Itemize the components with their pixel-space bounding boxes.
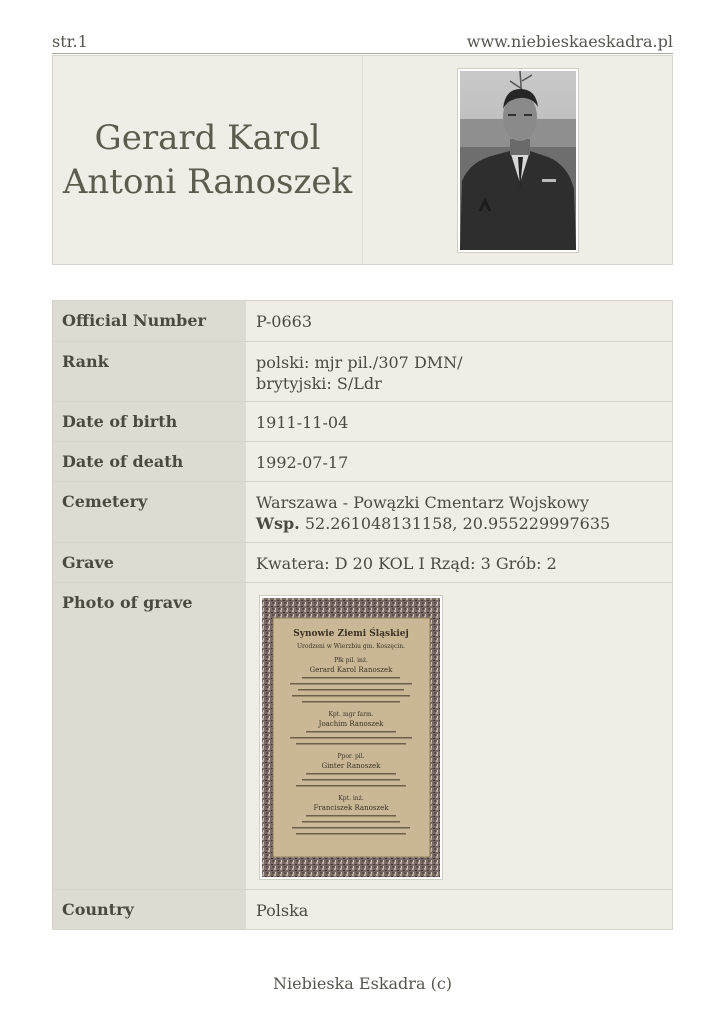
page-number: str.1 xyxy=(52,32,88,51)
official-number-value: P-0663 xyxy=(256,312,313,331)
birth-label: Date of birth xyxy=(62,412,178,431)
profile-header xyxy=(52,55,673,265)
person-name-line2: Antoni Ranoszek xyxy=(62,162,353,202)
person-name xyxy=(53,116,362,204)
plaque-rank-1: Płk pil. inż. xyxy=(334,657,368,664)
plaque-rank-4: Kpt. inż. xyxy=(338,795,364,802)
death-value: 1992-07-17 xyxy=(256,453,349,472)
grave-label: Grave xyxy=(62,553,114,572)
coordinates-label: Wsp. xyxy=(256,514,300,533)
header-divider xyxy=(362,56,363,264)
row-rank xyxy=(53,342,672,402)
plaque-name-3: Ginter Ranoszek xyxy=(321,762,381,770)
plaque-title: Synowie Ziemi Śląskiej xyxy=(293,629,409,639)
row-official-number xyxy=(53,301,672,342)
grave-photo xyxy=(259,595,443,880)
page-footer: Niebieska Eskadra (c) xyxy=(272,974,453,993)
rank-value xyxy=(256,352,463,394)
rank-polish: polski: mjr pil./307 DMN/ xyxy=(256,353,463,372)
cemetery-label: Cemetery xyxy=(62,492,148,511)
rank-british: brytyjski: S/Ldr xyxy=(256,374,382,393)
plaque-rank-2: Kpt. mgr farm. xyxy=(328,711,374,718)
rank-label: Rank xyxy=(62,352,109,371)
site-url[interactable]: www.niebieskaeskadra.pl xyxy=(466,32,673,51)
row-date-of-birth xyxy=(53,402,672,442)
country-label: Country xyxy=(62,900,134,919)
cemetery-coordinates xyxy=(256,513,610,534)
cemetery-name: Warszawa - Powązki Cmentarz Wojskowy xyxy=(256,493,590,512)
portrait-image xyxy=(460,71,576,250)
coordinates-value: 52.261048131158, 20.955229997635 xyxy=(304,514,611,533)
birth-value: 1911-11-04 xyxy=(256,413,349,432)
person-name-line1: Gerard Karol xyxy=(94,118,321,158)
plaque-rank-3: Ppor. pil. xyxy=(337,753,365,760)
plaque-name-4: Franciszek Ranoszek xyxy=(313,804,389,812)
grave-photo-label: Photo of grave xyxy=(62,593,193,612)
plaque-name-1: Gerard Karol Ranoszek xyxy=(309,666,393,674)
grave-value: Kwatera: D 20 KOL I Rząd: 3 Grób: 2 xyxy=(256,554,557,573)
details-table xyxy=(52,300,673,930)
page-header-bar xyxy=(52,30,673,54)
cemetery-value xyxy=(256,492,610,534)
row-cemetery xyxy=(53,482,672,543)
portrait-photo xyxy=(457,68,579,253)
plaque-name-2: Joachim Ranoszek xyxy=(318,720,384,728)
plaque-subtitle: Urodzeni w Wierzbiu gm. Koszęcin. xyxy=(296,643,406,650)
row-grave xyxy=(53,543,672,583)
grave-plaque-image xyxy=(262,598,440,877)
official-number-label: Official Number xyxy=(62,311,206,330)
row-country xyxy=(53,890,672,929)
country-value: Polska xyxy=(256,901,309,920)
row-date-of-death xyxy=(53,442,672,482)
death-label: Date of death xyxy=(62,452,184,471)
